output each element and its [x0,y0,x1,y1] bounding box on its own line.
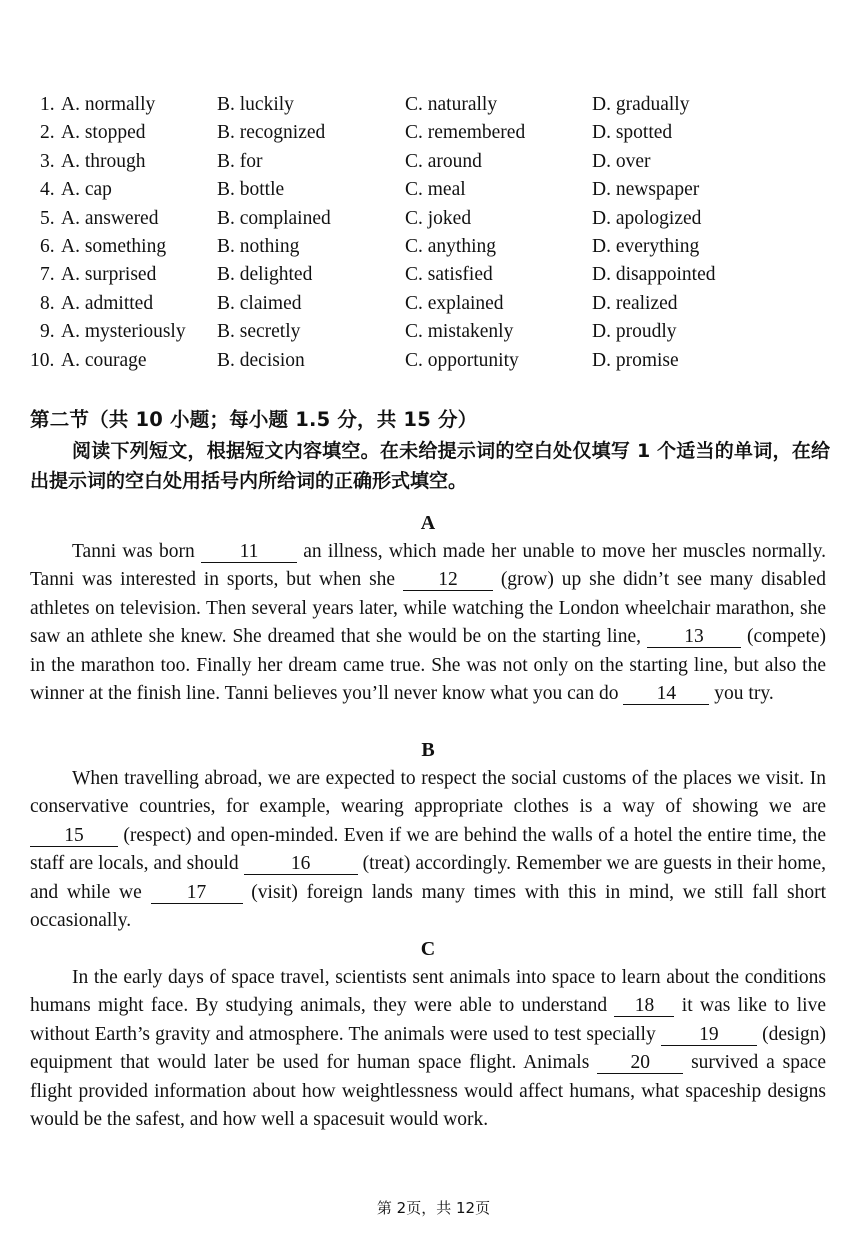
option-a: A. answered [61,207,159,229]
page-footer: 第 2页，共 12页 [376,1199,491,1217]
blank-18: 18 [614,996,674,1017]
passage-c [30,964,826,1134]
question-number: 3. [40,150,55,172]
option-a: A. stopped [61,122,146,144]
options-table [0,91,867,375]
question-number: 9. [40,321,55,343]
option-row [0,261,867,289]
question-number: 8. [40,292,55,314]
option-c: C. meal [405,179,466,201]
blank-20: 20 [597,1053,683,1074]
option-c: C. satisfied [405,264,493,286]
option-row [0,290,867,318]
passage-text: Tanni was born [72,541,201,562]
passage-text: it was like to live without Earth’s gravity and atmosphere. The animals were used to test specially [30,995,827,1045]
blank-17: 17 [151,883,243,904]
option-b: B. for [217,150,263,172]
question-number: 5. [40,207,55,229]
option-c: C. around [405,150,482,172]
passage-text: (design) equipment that would later be used for human space flight. Animals [30,1023,826,1074]
option-b: B. secretly [217,321,301,343]
option-row [0,205,867,233]
option-d: D. over [592,150,651,172]
option-b: B. luckily [217,94,294,115]
option-row [0,119,867,147]
passage-a-title: A [420,512,436,534]
option-c: C. joked [405,207,472,229]
option-a: A. something [61,235,167,257]
blank-15: 15 [30,826,118,847]
option-d: D. newspaper [592,179,700,201]
option-c: C. remembered [405,122,526,144]
option-a: A. surprised [61,264,157,286]
passage-c-title: C [420,938,436,960]
question-number: 7. [40,264,55,286]
option-row [0,176,867,204]
option-b: B. bottle [217,179,285,201]
blank-14: 14 [623,684,709,705]
option-b: B. recognized [217,122,326,144]
passage-text: In the early days of space travel, scientists sent animals into space to learn about the conditions humans might face. By studying animals, they were able to understand [30,967,826,1017]
blank-12: 12 [403,570,493,591]
option-row [0,347,867,375]
option-c: C. anything [405,235,496,257]
section-title: 第二节（共 10 小题；每小题 1.5 分，共 15 分） [30,408,478,431]
passage-text: an illness, which made her unable to move her muscles normally. Tanni was interested in sports, but when she [30,541,826,591]
question-number: 1. [40,94,55,115]
passage-b-title: B [421,739,435,761]
option-c: C. mistakenly [405,321,514,343]
question-number: 6. [40,235,55,257]
option-row [0,148,867,176]
option-a: A. cap [61,179,112,201]
passage-text: (compete) in the marathon too. Finally her dream came true. She was not only on the starting line, but also the winner at the finish line. Tanni believes you’ll never know what you can do [30,626,827,705]
option-d: D. disappointed [592,264,716,286]
passage-text: (respect) and open-minded. Even if we are behind the walls of a hotel the entire time, the staff are locals, and should [30,824,826,875]
passage-text: (grow) up she didn’t see many disabled athletes on television. Then several years later, while watching the London wheelchair marathon, she saw an athlete she knew. She dreamed that she would be on the starting line, [30,569,826,648]
option-d: D. everything [592,235,700,257]
blank-16: 16 [244,854,358,875]
passage-text: (visit) foreign lands many times with this in mind, we still fall short occasionally. [30,881,827,932]
option-a: A. courage [61,349,147,371]
blank-19: 19 [661,1025,757,1046]
option-a: A. through [61,150,146,172]
option-c: C. opportunity [405,349,519,371]
option-b: B. delighted [217,264,313,286]
passage-a [30,538,826,708]
passage-text: When travelling abroad, we are expected to respect the social customs of the places we visit. In conservative countries, for example, wearing appropriate clothes is a way of showing we are [30,768,826,818]
option-d: D. proudly [592,321,677,343]
option-a: A. normally [61,94,156,115]
option-d: D. realized [592,292,678,314]
option-row [0,318,867,346]
option-d: D. gradually [592,94,690,115]
option-b: B. nothing [217,235,300,257]
option-b: B. decision [217,349,305,371]
option-c: C. explained [405,292,504,314]
passage-text: survived a space flight provided information about how weightlessness would affect humans, what spaceship designs would be the safest, and how well a spacesuit would work. [30,1052,826,1131]
option-b: B. complained [217,207,331,229]
blank-11: 11 [201,542,297,563]
option-c: C. naturally [405,94,498,115]
passage-b [30,765,826,935]
blank-13: 13 [647,627,741,648]
passage-text: (treat) accordingly. Remember we are guests in their home, and while we [30,853,826,903]
section-instructions: 阅读下列短文，根据短文内容填空。在未给提示词的空白处仅填写 1 个适当的单词，在给出提示词的空白处用括号内所给词的正确形式填空。 [30,440,830,492]
question-number: 2. [40,122,55,144]
option-row [0,233,867,261]
option-a: A. mysteriously [61,321,186,343]
passage-text: you try. [709,683,774,705]
option-d: D. apologized [592,207,702,229]
question-number: 4. [40,179,55,201]
option-b: B. claimed [217,292,302,314]
question-number: 10. [30,349,55,371]
option-a: A. admitted [61,292,154,314]
option-d: D. promise [592,349,679,371]
option-d: D. spotted [592,122,673,144]
option-row [0,91,867,119]
